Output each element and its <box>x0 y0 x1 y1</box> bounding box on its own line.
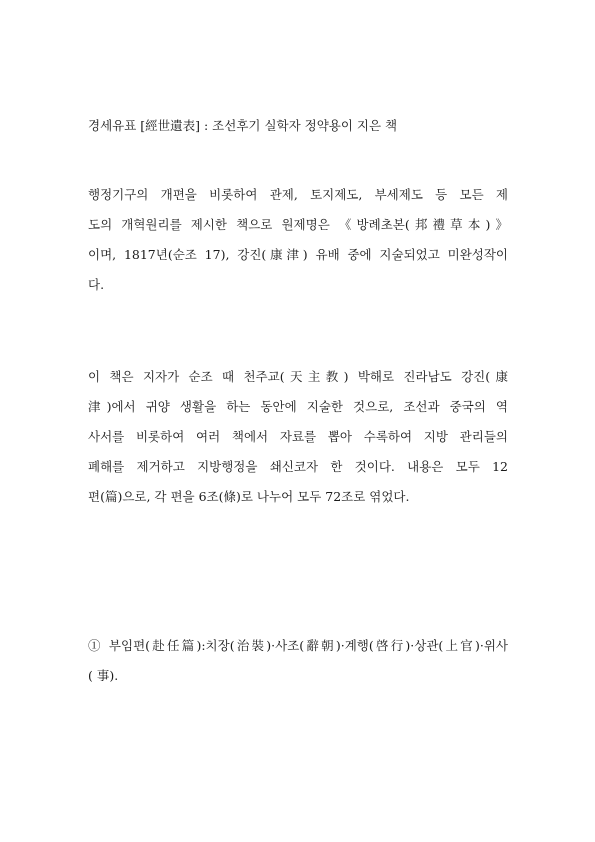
paragraph-line: ( 事). <box>88 668 119 683</box>
paragraph-line: 다. <box>88 277 105 292</box>
paragraph-line: 폐해를 제거하고 지방행정을 쇄신코자 한 것이다. 내용은 모두 12 <box>88 459 508 474</box>
paragraph-line: 이 책은 지자가 순조 때 천주교(天主教) 박해로 진라남도 강진(康 <box>88 369 508 384</box>
paragraph-line: 행정기구의 개편을 비롯하여 관제, 토지제도, 부세제도 등 모든 제 <box>88 187 508 202</box>
document-title: 경세유표 [經世遺表] : 조선후기 실학자 정약용이 지은 책 <box>88 118 398 133</box>
paragraph-line: 이며, 1817년(순조 17), 강진(康津) 유배 중에 지술되었고 미완성작이 <box>88 247 508 262</box>
paragraph-line: 津)에서 귀양 생활을 하는 동안에 지술한 것으로, 조선과 중국의 역 <box>88 399 508 414</box>
paragraph-line: 편(篇)으로, 각 편을 6조(條)로 나누어 모두 72조로 엮었다. <box>88 489 410 504</box>
paragraph-section-list <box>88 631 508 691</box>
paragraph-overview <box>88 180 508 300</box>
paragraph-line: ① 부임편(赴任篇):치장(治裝)·사조(辭朝)·계행(啓行)·상관(上官)·위사 <box>88 638 508 653</box>
paragraph-line: 도의 개혁원리를 제시한 책으로 원제명은 《방례초본(邦禮草本)》 <box>88 217 508 232</box>
paragraph-background <box>88 362 508 512</box>
paragraph-line: 사서를 비롯하여 여러 책에서 자료를 뽑아 수록하여 지방 관리들의 <box>88 429 508 444</box>
